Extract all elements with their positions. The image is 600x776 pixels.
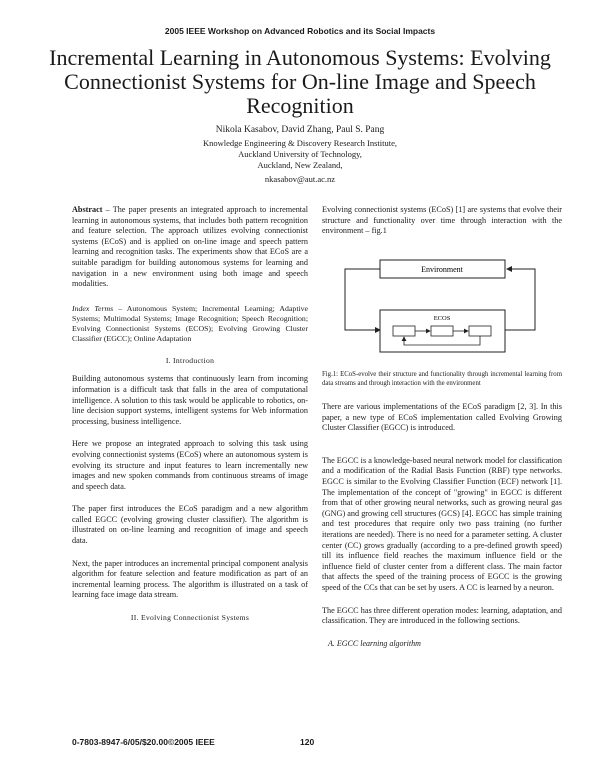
authors: Nikola Kasabov, David Zhang, Paul S. Pang [215, 125, 385, 135]
left-paragraph-1: Building autonomous systems that continuously learn from incoming information is a difficult task that falls in the area of computational intelligence. A solution to this task would be applicable to robotics, on-line decision support systems, intelligent systems for Web information processing, business intelligence. [72, 374, 308, 426]
abstract-text: – The paper presents an integrated approach to incremental learning in autonomous systems, that includes both pattern recognition and feature selection. The approach utilizes evolving connectionist systems (ECoS) and is applied on on-line image and speech pattern learning and recognition tasks. The experiments show that ECoS are a suitable paradigm for building autonomous systems for learning and navigation in a new environment using both image and speech modalities. [72, 205, 308, 289]
conference-header: 2005 IEEE Workshop on Advanced Robotics and its Social Impacts [164, 26, 436, 36]
index-terms [72, 304, 308, 344]
affiliation-email: nkasabov@aut.ac.nz [264, 174, 336, 184]
left-column [72, 205, 308, 636]
abstract [72, 205, 308, 290]
left-paragraph-2: Here we propose an integrated approach to solving this task using evolving connectionist systems (ECoS) where an autonomous system is evolving its structure and input features to learn incrementally new images and new spoken commands from continuous streams of image and speech data. [72, 439, 308, 491]
environment-label: Environment [421, 265, 463, 274]
loop-left-arrow [345, 269, 380, 330]
abstract-label: Abstract [72, 205, 103, 214]
right-paragraph-2: The EGCC is a knowledge-based neural network model for classification and a modification of the Radial Basis Function (RBF) type networks. EGCC is similar to the Evolving Classifier Function (ECF) network [1]. The implementation of the concept of "growing" in EGCC is different from that of other growing neural networks, such as growing neural gas (GNG) and growing cell structures (GCS) [4]. EGCC has simple training and test procedures that require only two pass training (no further iterations are needed). There is no need for a parameter setting. A cluster center (CC) grows gradually (according to a pre-defined growth speed) till its influence field reaches the maximum influence field or the influence field of cluster center from a different class. The main factor that affects the speed of the training process of EGCC is the growing speed of the CCs that can be set by users. A CC is learned by a neuron. [322, 455, 562, 592]
affiliation-line3: Auckland, New Zealand, [257, 160, 343, 170]
right-intro: Evolving connectionist systems (ECoS) [1] are systems that evolve their structure and functionality over time through interaction with the environment – fig.1 [322, 205, 562, 236]
subsection-a-heading: A. EGCC learning algorithm [328, 638, 421, 648]
right-body [322, 402, 562, 661]
ecos-module-1 [393, 326, 415, 336]
index-terms-label: Index Terms [72, 303, 114, 313]
ecos-module-2 [431, 326, 453, 336]
right-column [322, 205, 562, 249]
left-paragraph-4: Next, the paper introduces an incremental principal component analysis algorithm for feature selection and feature modification as part of an incremental learning process. The algorithm is illustrated on a task of learning face image data stream. [72, 558, 308, 600]
affiliation-line2: Auckland University of Technology, [238, 149, 362, 159]
left-paragraph-3: The paper first introduces the ECoS paradigm and a new algorithm called EGCC (evolving growing cluster classifier). The algorithm is illustrated on on-line learning and recognition of image and speech data. [72, 504, 308, 546]
ecos-module-3 [469, 326, 491, 336]
affiliation-line1: Knowledge Engineering & Discovery Research Institute, [202, 138, 398, 148]
ecos-label: ECOS [433, 315, 451, 322]
right-paragraph-3: The EGCC has three different operation modes: learning, adaptation, and classification. They are introduced in the following sections. [322, 605, 562, 626]
page-number: 120 [300, 737, 315, 747]
figure-1-caption: Fig.1: ECoS-evolve their structure and functionality through incremental learning from data streams and through interaction with the environment [322, 371, 562, 387]
paper-title: Incremental Learning in Autonomous Systems: Evolving Connectionist Systems for On-line Image and Speech Recognition [49, 45, 551, 118]
section-1-heading: I. Introduction [165, 355, 215, 365]
loop-right-arrow [505, 269, 535, 330]
affiliation [0, 138, 600, 185]
section-2-heading: II. Evolving Connectionist Systems [130, 613, 250, 623]
right-paragraph-1: There are various implementations of the ECoS paradigm [2, 3]. In this paper, a new type of ECoS implementation called Evolving Growing Cluster Classifier (EGCC) is introduced. [322, 402, 562, 433]
index-terms-text: – Autonomous System; Incremental Learning; Adaptive Systems; Multimodal Systems; Image Recognition; Speech Recognition; Evolving Connectionist Systems (ECOS); Evolving Growing Cluster Classifier (EGCC); Online Adaptation [72, 303, 309, 343]
footer-isbn: 0-7803-8947-6/05/$20.00©2005 IEEE [72, 737, 215, 747]
figure-1-diagram [335, 250, 550, 365]
